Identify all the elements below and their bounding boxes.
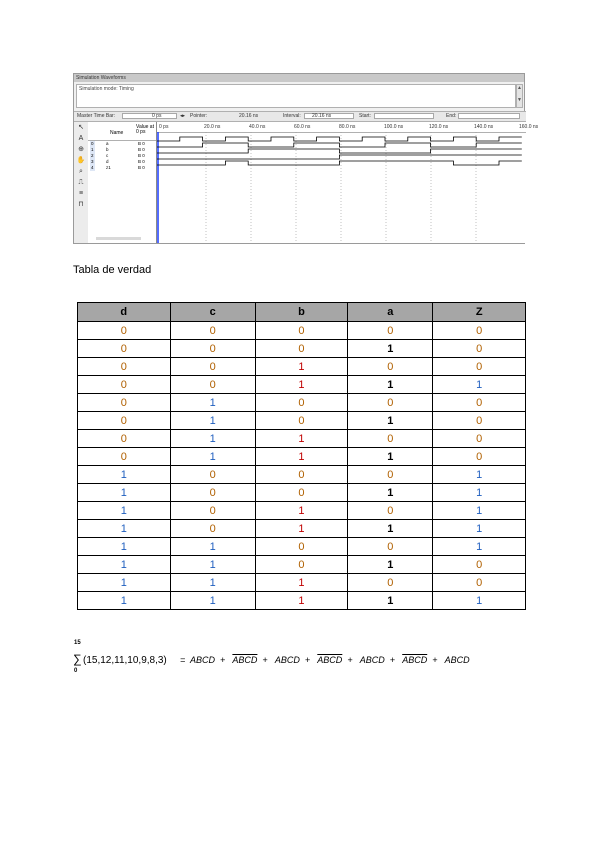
table-cell: 0	[348, 502, 433, 520]
table-cell: 0	[348, 430, 433, 448]
term-7: ABCD	[444, 655, 470, 665]
ruler-tick-label: 140.0 ns	[474, 124, 494, 130]
table-cell: 1	[433, 484, 526, 502]
table-cell: 0	[255, 466, 348, 484]
signal-value: B 0	[138, 165, 145, 170]
term-3: ABCD	[274, 655, 300, 665]
ruler-tick-label: 40.0 ns	[249, 124, 266, 130]
table-cell: 0	[78, 358, 171, 376]
table-caption: Tabla de verdad	[73, 264, 152, 276]
interval-value: 20.16 ns	[312, 113, 332, 119]
table-cell: 0	[170, 322, 255, 340]
ruler-tick-label: 120.0 ns	[429, 124, 449, 130]
table-cell: 1	[78, 520, 171, 538]
table-cell: 1	[170, 556, 255, 574]
master-time-label: Master Time Bar:	[77, 113, 116, 119]
table-cell: 0	[78, 340, 171, 358]
table-row	[78, 466, 526, 484]
table-cell: 0	[348, 322, 433, 340]
table-cell: 1	[348, 376, 433, 394]
start-label: Start:	[359, 113, 371, 119]
table-cell: 1	[170, 412, 255, 430]
table-row	[78, 394, 526, 412]
window-title: Simulation Waveforms	[74, 74, 524, 82]
table-cell: 0	[170, 376, 255, 394]
table-cell: 1	[348, 484, 433, 502]
table-cell: 0	[433, 448, 526, 466]
waveform-d	[157, 155, 522, 159]
scrollbar[interactable]: ▲ ▼	[516, 84, 523, 108]
table-cell: 1	[255, 448, 348, 466]
zoom-icon[interactable]: ⊕	[78, 146, 84, 153]
table-cell: 1	[78, 502, 171, 520]
waveform-panel	[157, 122, 539, 243]
column-header-a: a	[348, 303, 433, 322]
table-cell: 0	[433, 412, 526, 430]
table-row	[78, 592, 526, 610]
ruler-tick-label: 20.0 ns	[204, 124, 221, 130]
table-cell: 0	[255, 538, 348, 556]
value-icon[interactable]: ≡	[78, 190, 84, 197]
table-cell: 0	[348, 394, 433, 412]
ruler-tick-label: 160.0 ns	[519, 124, 539, 130]
signal-name: a	[106, 141, 109, 146]
master-time-value: 0 ps	[152, 113, 162, 119]
table-cell: 0	[255, 412, 348, 430]
sigma-symbol: ∑	[73, 652, 82, 666]
table-row	[78, 448, 526, 466]
table-row	[78, 484, 526, 502]
ruler-tick-label: 100.0 ns	[384, 124, 404, 130]
table-cell: 0	[255, 394, 348, 412]
interval-label: Interval:	[283, 113, 301, 119]
table-cell: 0	[433, 358, 526, 376]
simulation-window	[73, 73, 539, 244]
waveform-z1	[157, 161, 522, 165]
tool-palette	[74, 122, 89, 243]
table-cell: 1	[433, 376, 526, 394]
table-cell: 0	[170, 520, 255, 538]
signal-name-panel	[88, 122, 157, 243]
table-cell: 0	[170, 466, 255, 484]
term-4: ABCD	[317, 655, 343, 665]
time-arrows-icon[interactable]: ◂▸	[180, 113, 186, 119]
table-cell: 0	[170, 358, 255, 376]
table-cell: 0	[255, 556, 348, 574]
simulation-mode-text: Simulation mode: Timing	[76, 84, 516, 108]
column-header-z: Z	[433, 303, 526, 322]
table-cell: 1	[255, 358, 348, 376]
table-cell: 1	[255, 430, 348, 448]
table-cell: 0	[255, 484, 348, 502]
table-cell: 0	[78, 376, 171, 394]
term-6: ABCD	[402, 655, 428, 665]
truth-table	[77, 302, 526, 610]
table-cell: 0	[348, 538, 433, 556]
table-cell: 1	[170, 430, 255, 448]
table-cell: 1	[255, 520, 348, 538]
expression: = ABCD + ABCD + ABCD + ABCD + ABCD + ABCD + ABCD	[180, 655, 470, 665]
table-cell: 0	[170, 502, 255, 520]
table-cell: 1	[433, 502, 526, 520]
column-header-b: b	[255, 303, 348, 322]
find-icon[interactable]: ⌕	[79, 168, 83, 175]
pointer-value: 20.16 ns	[239, 113, 259, 119]
signal-value: B 0	[138, 153, 145, 158]
hand-icon[interactable]: ✋	[76, 157, 86, 164]
overwrite-icon[interactable]: ⎍	[78, 179, 84, 186]
signal-value: B 0	[138, 147, 145, 152]
signal-value: B 0	[138, 141, 145, 146]
ruler-tick-label: 0 ps	[159, 124, 169, 130]
table-row	[78, 556, 526, 574]
table-cell: 0	[78, 430, 171, 448]
signal-name: d	[106, 159, 109, 164]
minterm-list: (15,12,11,10,9,8,3)	[83, 655, 167, 666]
signal-id: 4	[91, 165, 94, 170]
waveform-c	[157, 149, 522, 153]
ruler-tick-label: 60.0 ns	[294, 124, 311, 130]
table-row	[78, 502, 526, 520]
table-cell: 0	[170, 484, 255, 502]
signal-id: 1	[91, 147, 94, 152]
table-cell: 0	[78, 448, 171, 466]
table-row	[78, 376, 526, 394]
end-field[interactable]	[458, 113, 520, 119]
table-cell: 1	[255, 574, 348, 592]
table-cell: 1	[255, 376, 348, 394]
table-cell: 0	[433, 394, 526, 412]
table-cell: 1	[78, 556, 171, 574]
pointer-label: Pointer:	[190, 113, 208, 119]
table-cell: 1	[170, 574, 255, 592]
table-cell: 0	[433, 430, 526, 448]
horizontal-scrollbar[interactable]	[96, 237, 141, 240]
table-cell: 1	[348, 592, 433, 610]
table-cell: 1	[170, 592, 255, 610]
table-cell: 1	[433, 592, 526, 610]
table-cell: 1	[348, 448, 433, 466]
table-cell: 0	[348, 358, 433, 376]
table-row	[78, 430, 526, 448]
table-cell: 1	[348, 340, 433, 358]
table-cell: 1	[170, 538, 255, 556]
table-cell: 0	[255, 340, 348, 358]
table-row	[78, 358, 526, 376]
table-row	[78, 412, 526, 430]
table-cell: 1	[433, 538, 526, 556]
sum-lower-limit: 0	[74, 668, 78, 674]
table-cell: 0	[348, 574, 433, 592]
signal-name: b	[106, 147, 109, 152]
table-cell: 1	[433, 520, 526, 538]
term-2: ABCD	[232, 655, 258, 665]
table-cell: 1	[78, 574, 171, 592]
table-cell: 1	[255, 502, 348, 520]
waveform-b	[157, 143, 522, 147]
table-cell: 1	[170, 448, 255, 466]
table-cell: 1	[348, 556, 433, 574]
term-5: ABCD	[359, 655, 385, 665]
table-row	[78, 574, 526, 592]
table-cell: 0	[433, 574, 526, 592]
table-cell: 1	[78, 484, 171, 502]
signal-id: 3	[91, 159, 94, 164]
clock-icon[interactable]: ⊓	[78, 201, 84, 208]
sum-upper-limit: 15	[74, 640, 81, 646]
table-cell: 1	[433, 466, 526, 484]
table-cell: 1	[170, 394, 255, 412]
equals-sign: =	[180, 655, 186, 665]
table-row	[78, 322, 526, 340]
table-cell: 1	[78, 592, 171, 610]
table-cell: 1	[348, 520, 433, 538]
column-header-c: c	[170, 303, 255, 322]
name-column-header: Name	[110, 130, 124, 136]
signal-row[interactable]	[88, 165, 156, 171]
waveform-traces	[157, 122, 526, 243]
table-cell: 0	[348, 466, 433, 484]
ruler-tick-label: 80.0 ns	[339, 124, 356, 130]
table-row	[78, 538, 526, 556]
time-bar	[74, 111, 526, 122]
table-row	[78, 520, 526, 538]
value-column-header: Value at 0 ps	[136, 124, 154, 135]
table-cell: 1	[348, 412, 433, 430]
waveform-a	[157, 137, 522, 141]
table-cell: 0	[78, 394, 171, 412]
table-cell: 0	[78, 412, 171, 430]
table-cell: 0	[433, 340, 526, 358]
table-cell: 0	[433, 556, 526, 574]
start-field[interactable]	[374, 113, 434, 119]
signal-name: c	[106, 153, 109, 158]
table-cell: 0	[433, 322, 526, 340]
term-1: ABCD	[189, 655, 215, 665]
pointer-icon[interactable]: ↖	[78, 124, 84, 131]
text-icon[interactable]: A	[78, 135, 84, 142]
signal-name: z1	[106, 165, 111, 170]
table-cell: 1	[78, 538, 171, 556]
table-row	[78, 340, 526, 358]
column-header-d: d	[78, 303, 171, 322]
signal-id: 0	[91, 141, 94, 146]
end-label: End:	[446, 113, 457, 119]
table-cell: 0	[170, 340, 255, 358]
master-time-field[interactable]	[122, 113, 177, 119]
table-cell: 0	[78, 322, 171, 340]
signal-value: B 0	[138, 159, 145, 164]
signal-id: 2	[91, 153, 94, 158]
table-cell: 0	[255, 322, 348, 340]
table-cell: 1	[255, 592, 348, 610]
table-cell: 1	[78, 466, 171, 484]
